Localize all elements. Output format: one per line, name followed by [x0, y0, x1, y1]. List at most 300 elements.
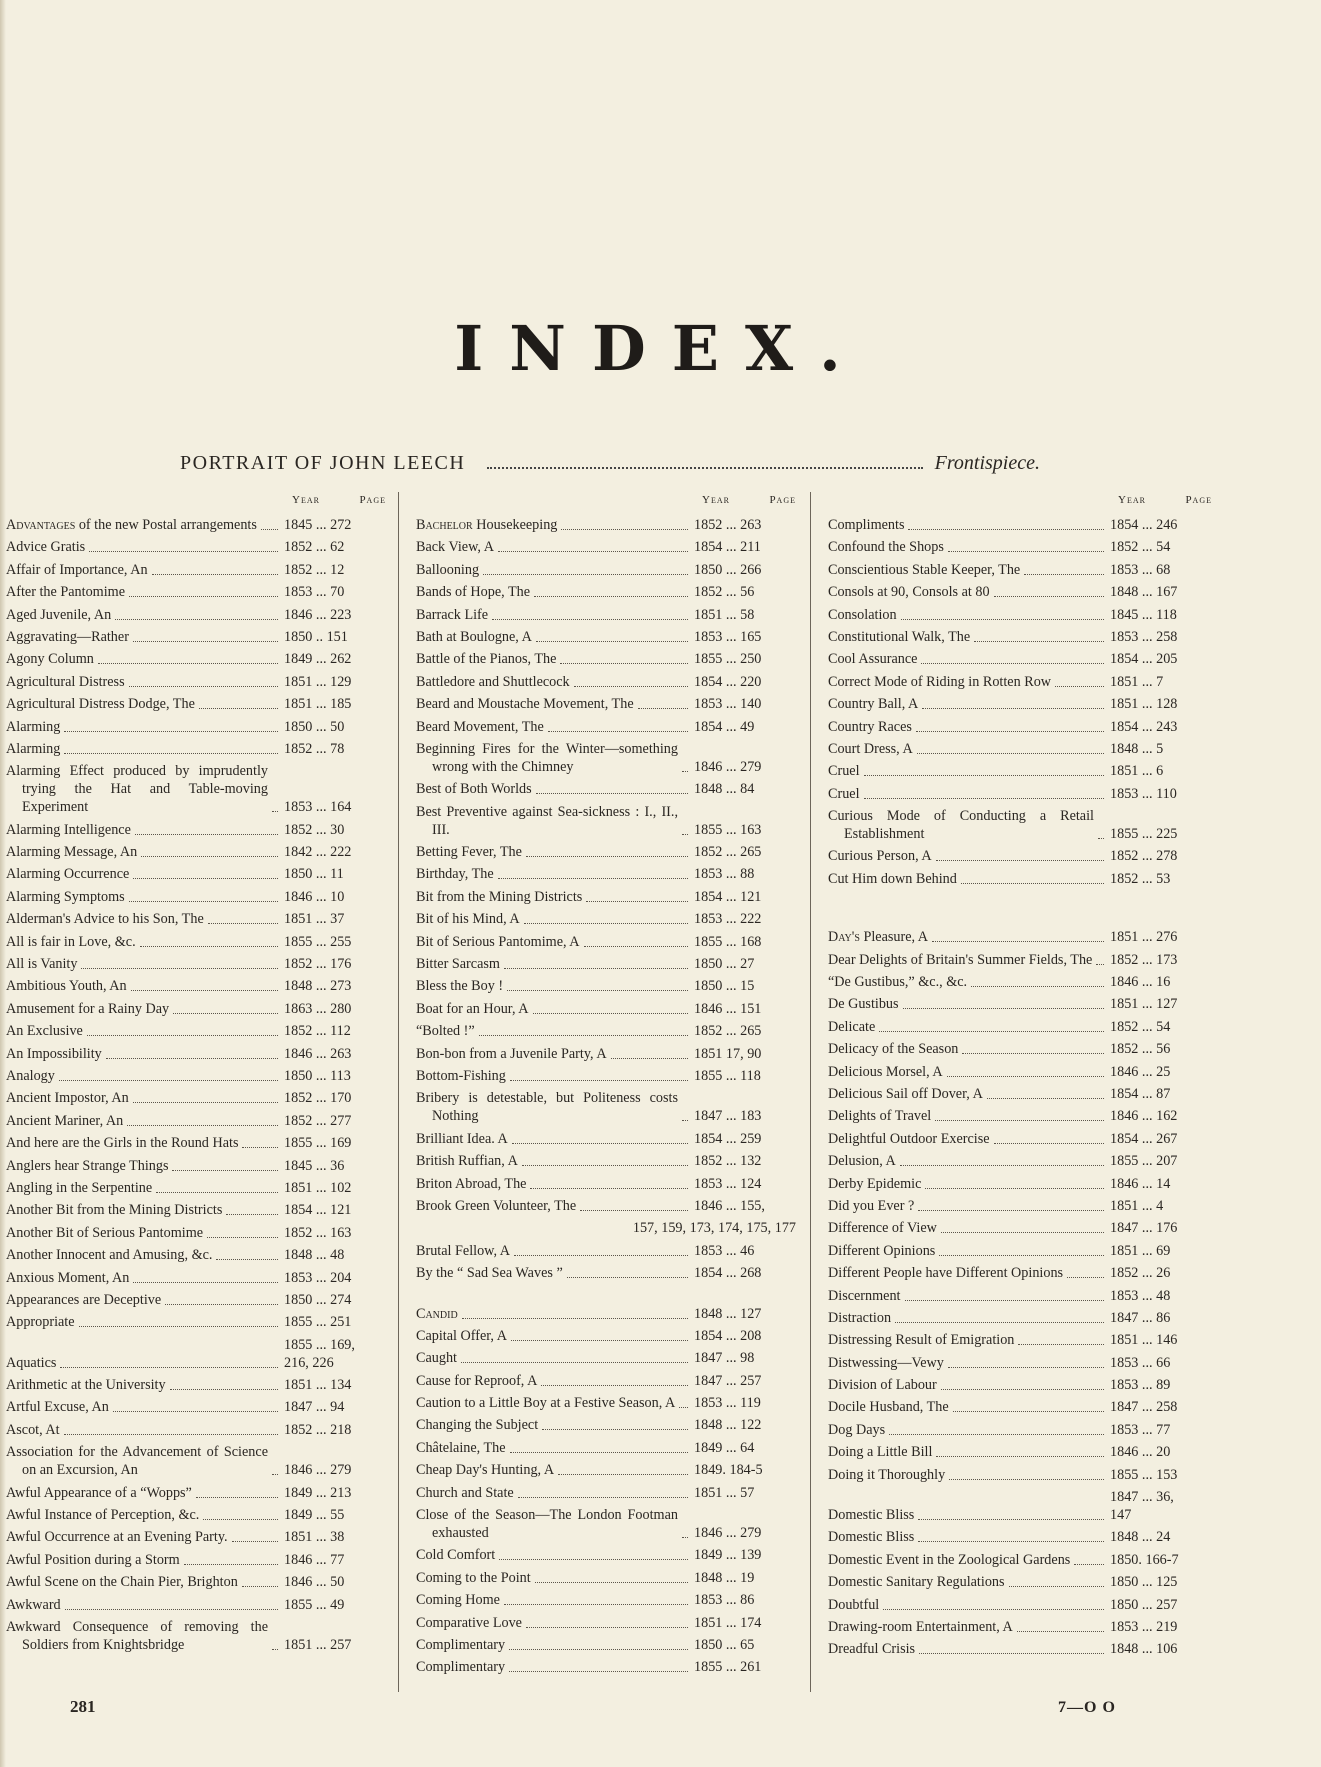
page-title: INDEX.	[454, 312, 867, 385]
leader-dots	[207, 1237, 278, 1238]
entry-title: Conscientious Stable Keeper, The	[828, 561, 1021, 578]
entry-title: Awkward Consequence of removing the Soldiers from Knightsbridge	[6, 1618, 268, 1653]
entry-title: Best of Both Worlds	[416, 781, 532, 798]
leader-dots	[89, 551, 278, 552]
index-entry	[6, 1067, 386, 1085]
entry-year-page: 1853 ... 204	[284, 1269, 352, 1286]
leader-dots	[115, 619, 278, 620]
entry-year-page: 1850 ... 257	[1110, 1596, 1178, 1613]
index-column-2	[416, 494, 796, 1681]
leader-dots	[921, 663, 1104, 664]
entry-title: De Gustibus	[828, 996, 899, 1013]
leader-dots	[208, 923, 278, 924]
index-entry	[6, 1484, 386, 1502]
leader-dots	[509, 1649, 688, 1650]
entry-title: Boat for an Hour, A	[416, 1000, 529, 1017]
entry-title: Alarming Occurrence	[6, 866, 130, 883]
entry-year-page: 1855 ... 169	[284, 1135, 352, 1152]
entry-title: Alarming Intelligence	[6, 821, 131, 838]
index-entry	[828, 740, 1212, 758]
leader-dots	[586, 901, 688, 902]
index-entry	[416, 1506, 796, 1542]
entry-title: Advice Gratis	[6, 539, 86, 556]
entry-title: Alarming	[6, 718, 61, 735]
leader-dots	[64, 753, 278, 754]
index-entry	[6, 1313, 386, 1331]
index-entry	[828, 1443, 1212, 1461]
index-entry	[828, 1466, 1212, 1484]
entry-year-page: 1854 ... 246	[1110, 517, 1178, 533]
entry-year-page: 1854 ... 211	[694, 539, 761, 556]
leader-dots	[483, 574, 688, 575]
leader-dots	[558, 1474, 688, 1475]
leader-dots	[901, 619, 1104, 620]
entry-title: Curious Mode of Conducting a Retail Establishment	[828, 808, 1094, 843]
index-entry	[6, 1000, 386, 1018]
entry-year-page: 1855 ... 250	[694, 651, 762, 668]
entry-title: Appearances are Deceptive	[6, 1291, 162, 1308]
index-entry	[6, 1551, 386, 1569]
entry-title: Beard and Moustache Movement, The	[416, 696, 634, 713]
entry-title: Coming Home	[416, 1592, 500, 1609]
entry-title: Alarming Effect produced by imprudently trying the Hat and Table-moving Experiment	[6, 763, 268, 816]
entry-year-page: 1852 ... 218	[284, 1421, 352, 1438]
leader-dots	[261, 529, 278, 530]
index-entry	[6, 1224, 386, 1242]
entry-title: Awful Occurrence at an Evening Party.	[6, 1529, 228, 1546]
index-entry	[828, 1398, 1212, 1416]
entry-year-page: 1852 ... 176	[284, 956, 352, 973]
leader-dots	[548, 731, 688, 732]
entry-year-page: 1852 ... 53	[1110, 870, 1171, 887]
index-entry	[416, 1327, 796, 1345]
leader-dots	[530, 1188, 688, 1189]
entry-title: Bon-bon from a Juvenile Party, A	[416, 1045, 607, 1062]
entry-year-page: 1848 ... 273	[284, 978, 352, 995]
index-entry	[416, 780, 796, 798]
entry-title: Alderman's Advice to his Son, The	[6, 911, 204, 928]
entry-year-page: 1850 ... 266	[694, 561, 762, 578]
index-entry	[6, 583, 386, 601]
page-header: Page	[359, 494, 386, 506]
entry-title: Delightful Outdoor Exercise	[828, 1130, 990, 1147]
index-entry	[6, 865, 386, 883]
entry-title: Different Opinions	[828, 1242, 936, 1259]
index-entry	[416, 1089, 796, 1125]
entry-title: Delicious Morsel, A	[828, 1063, 943, 1080]
index-entry	[828, 1197, 1212, 1215]
leader-dots	[511, 1340, 688, 1341]
index-entry	[416, 977, 796, 995]
entry-year-page: 1846 ... 10	[284, 888, 345, 905]
leader-dots	[510, 1452, 688, 1453]
index-entry	[416, 1000, 796, 1018]
year-header: Year	[702, 494, 730, 506]
entry-title: Arithmetic at the University	[6, 1377, 166, 1394]
index-entry	[6, 977, 386, 995]
index-entry	[416, 1394, 796, 1412]
entry-year-page: 1848 ... 48	[284, 1247, 345, 1264]
entry-year-page: 1853 ... 222	[694, 911, 762, 928]
index-entry	[416, 1197, 796, 1215]
leader-dots	[216, 1259, 278, 1260]
entry-year-page: 1851 ... 134	[284, 1377, 352, 1394]
leader-dots	[935, 1120, 1104, 1121]
index-entry	[416, 1546, 796, 1564]
entry-year-page: 1863 ... 280	[284, 1000, 352, 1017]
leader-dots	[272, 811, 278, 812]
index-entry	[828, 1085, 1212, 1103]
leader-dots	[948, 551, 1104, 552]
index-entry	[828, 1264, 1212, 1282]
entry-year-page: 1846 ... 151	[694, 1000, 762, 1017]
leader-dots	[1009, 1586, 1104, 1587]
leader-dots	[974, 641, 1104, 642]
leader-dots	[682, 771, 688, 772]
entry-year-page: 1846 ... 77	[284, 1551, 345, 1568]
leader-dots	[987, 1098, 1104, 1099]
leader-dots	[461, 1362, 688, 1363]
leader-dots	[919, 1653, 1104, 1654]
index-entry	[828, 870, 1212, 888]
entry-year-page: 1851 ... 38	[284, 1529, 345, 1546]
entry-year-page: 1852 ... 112	[284, 1023, 351, 1040]
entry-year-page: 1851 ... 57	[694, 1484, 755, 1501]
entry-title: Cut Him down Behind	[828, 870, 957, 887]
leader-dots	[140, 946, 278, 947]
leader-dots	[533, 1013, 688, 1014]
index-entry	[828, 1063, 1212, 1081]
leader-dots	[129, 686, 278, 687]
entry-title: Awkward	[6, 1596, 61, 1613]
index-entry	[828, 847, 1212, 865]
leader-dots	[141, 856, 278, 857]
entry-title: Domestic Bliss	[828, 1507, 915, 1524]
leader-dots	[113, 1411, 278, 1412]
index-entry	[6, 628, 386, 646]
entry-year-page: 1854 ... 205	[1110, 651, 1178, 668]
index-entry	[6, 606, 386, 624]
leader-dots	[561, 529, 688, 530]
entry-title: Ancient Mariner, An	[6, 1112, 124, 1129]
index-entry	[828, 1152, 1212, 1170]
index-entry	[6, 821, 386, 839]
leader-dots	[941, 1232, 1104, 1233]
entry-year-page: 1847 ... 98	[694, 1350, 755, 1367]
entry-title: Ballooning	[416, 561, 480, 578]
index-entry	[416, 933, 796, 951]
entry-year-page: 1851 ... 37	[284, 911, 345, 928]
index-entry	[828, 995, 1212, 1013]
entry-year-page: 1850 ... 50	[284, 718, 345, 735]
entry-title: Analogy	[6, 1067, 55, 1084]
index-entry	[828, 1130, 1212, 1148]
entry-title: Châtelaine, The	[416, 1439, 506, 1456]
index-entry	[6, 910, 386, 928]
entry-title: Advantages of the new Postal arrangements	[6, 517, 257, 533]
entry-year-page: 1848 ... 24	[1110, 1529, 1171, 1546]
entry-year-page: 1850 ... 11	[284, 866, 344, 883]
leader-dots	[994, 596, 1104, 597]
index-entry	[416, 910, 796, 928]
entry-title: Alarming Symptoms	[6, 888, 125, 905]
entry-year-page: 1852 ... 26	[1110, 1265, 1171, 1282]
index-entry	[828, 1354, 1212, 1372]
entry-title: An Exclusive	[6, 1023, 83, 1040]
entry-title: Discernment	[828, 1287, 901, 1304]
leader-dots	[184, 1564, 278, 1565]
entry-title: Comparative Love	[416, 1614, 522, 1631]
entry-year-page: 1851 ... 69	[1110, 1242, 1171, 1259]
entry-title: Artful Excuse, An	[6, 1399, 109, 1416]
section-gap	[828, 892, 1212, 910]
leader-dots	[936, 860, 1104, 861]
entry-title: Bachelor Housekeeping	[416, 517, 558, 533]
leader-dots	[272, 1474, 278, 1475]
entry-title: Country Ball, A	[828, 696, 919, 713]
entry-year-page: 1846 ... 279	[284, 1462, 352, 1479]
entry-year-page: 1846 ... 279	[694, 758, 762, 775]
leader-dots	[962, 1053, 1104, 1054]
entry-title: Close of the Season—The London Footman exhausted	[416, 1507, 678, 1542]
leader-dots	[522, 1165, 688, 1166]
entry-year-page: 1850 ... 15	[694, 978, 755, 995]
entry-title: Bitter Sarcasm	[416, 956, 500, 973]
leader-dots	[1067, 1277, 1104, 1278]
leader-dots	[883, 1609, 1104, 1610]
leader-dots	[535, 1582, 688, 1583]
leader-dots	[518, 1497, 688, 1498]
leader-dots	[536, 793, 688, 794]
entry-year-page: 1852 ... 170	[284, 1090, 352, 1107]
entry-title: Aquatics	[6, 1354, 57, 1371]
entry-title: Division of Labour	[828, 1377, 937, 1394]
entry-title: Barrack Life	[416, 606, 489, 623]
entry-title: Caught	[416, 1350, 457, 1367]
index-entry	[828, 951, 1212, 969]
entry-title: Affair of Importance, An	[6, 561, 148, 578]
index-entry	[416, 650, 796, 668]
leader-dots	[510, 1080, 688, 1081]
entry-year-page: 1853 ... 110	[1110, 785, 1177, 802]
entry-year-page: 1853 ... 88	[694, 866, 755, 883]
entry-title: Court Dress, A	[828, 740, 913, 757]
index-entry	[416, 673, 796, 691]
index-entry	[828, 1596, 1212, 1614]
entry-year-page: 1853 ... 119	[694, 1395, 761, 1412]
entry-title: Another Innocent and Amusing, &c.	[6, 1247, 213, 1264]
entry-year-page: 1851 ... 276	[1110, 929, 1178, 946]
entry-year-page: 1854 ... 267	[1110, 1130, 1178, 1147]
entry-year-page: 1847 ... 94	[284, 1399, 345, 1416]
entry-title: Domestic Event in the Zoological Gardens	[828, 1551, 1071, 1568]
entry-year-page: 1851 ... 185	[284, 696, 352, 713]
entry-year-page: 1851 ... 127	[1110, 996, 1178, 1013]
entry-year-page: 1846 ... 50	[284, 1574, 345, 1591]
entry-title: Consolation	[828, 606, 897, 623]
entry-title: Drawing-room Entertainment, A	[828, 1618, 1013, 1635]
index-entry	[416, 695, 796, 713]
leader-dots	[936, 1456, 1104, 1457]
index-entry	[828, 1040, 1212, 1058]
leader-dots	[504, 1604, 688, 1605]
entry-year-page: 1853 ... 70	[284, 584, 345, 601]
entry-year-page: 1852 ... 263	[694, 517, 762, 533]
entry-title: Caution to a Little Boy at a Festive Season, A	[416, 1395, 676, 1412]
entry-continuation: 157, 159, 173, 174, 175, 177	[632, 1220, 796, 1237]
entry-year-page: 1853 ... 89	[1110, 1377, 1171, 1394]
index-entry	[6, 1157, 386, 1175]
leader-dots	[908, 529, 1104, 530]
leader-dots	[498, 551, 688, 552]
leader-dots	[127, 1125, 278, 1126]
index-entry	[6, 888, 386, 906]
entry-title: Anxious Moment, An	[6, 1269, 130, 1286]
index-entry	[416, 1439, 796, 1457]
leader-dots	[1017, 1631, 1104, 1632]
year-header: Year	[1118, 494, 1146, 506]
leader-dots	[580, 1210, 688, 1211]
leader-dots	[916, 731, 1104, 732]
entry-year-page: 1855 ... 251	[284, 1314, 352, 1331]
leader-dots	[487, 467, 922, 469]
leader-dots	[133, 1102, 278, 1103]
entry-title: Bands of Hope, The	[416, 584, 531, 601]
entry-title: Candid	[416, 1305, 458, 1322]
entry-title: Agony Column	[6, 651, 94, 668]
leader-dots	[133, 1282, 278, 1283]
index-entry	[416, 561, 796, 579]
index-entry	[828, 673, 1212, 691]
entry-title: Changing the Subject	[416, 1417, 539, 1434]
index-entry	[416, 718, 796, 736]
index-entry	[416, 740, 796, 776]
entry-year-page: 1854 ... 121	[284, 1202, 352, 1219]
entry-title: Ascot, At	[6, 1421, 60, 1438]
index-entry	[6, 1528, 386, 1546]
index-entry	[416, 628, 796, 646]
entry-title: Dear Delights of Britain's Summer Fields, The	[828, 951, 1093, 968]
index-entry	[416, 583, 796, 601]
leader-dots	[994, 1143, 1104, 1144]
leader-dots	[462, 1318, 688, 1319]
entry-title: Brook Green Volunteer, The	[416, 1197, 577, 1214]
entry-year-page: 1852 ... 277	[284, 1112, 352, 1129]
index-column-1	[6, 494, 386, 1658]
leader-dots	[232, 1541, 278, 1542]
leader-dots	[638, 708, 688, 709]
leader-dots	[925, 1188, 1104, 1189]
entry-year-page: 1853 ... 140	[694, 696, 762, 713]
index-entry	[828, 516, 1212, 534]
entry-year-page: 1847 ... 257	[694, 1372, 762, 1389]
leader-dots	[682, 1120, 688, 1121]
index-entry	[6, 1291, 386, 1309]
entry-year-page: 1848 ... 5	[1110, 740, 1164, 757]
entry-title: Consols at 90, Consols at 80	[828, 584, 990, 601]
entry-year-page: 1854 ... 208	[694, 1327, 762, 1344]
leader-dots	[203, 1519, 278, 1520]
entry-year-page: 1855 ... 261	[694, 1659, 762, 1676]
entry-year-page: 1853 ... 86	[694, 1592, 755, 1609]
index-entry	[828, 1242, 1212, 1260]
entry-year-page: 1849 ... 213	[284, 1484, 352, 1501]
leader-dots	[199, 708, 278, 709]
entry-year-page: 1846 ... 25	[1110, 1063, 1171, 1080]
entry-year-page: 1853 ... 219	[1110, 1618, 1178, 1635]
index-entry	[828, 1618, 1212, 1636]
entry-title: Domestic Sanitary Regulations	[828, 1574, 1005, 1591]
entry-year-page: 1851 ... 257	[284, 1636, 352, 1653]
index-entry	[828, 718, 1212, 736]
index-entry	[6, 538, 386, 556]
page-header: Page	[769, 494, 796, 506]
leader-dots	[947, 1076, 1104, 1077]
entry-year-page: 1849 ... 139	[694, 1547, 762, 1564]
entry-year-page: 1852 ... 278	[1110, 848, 1178, 865]
entry-year-page: 1855 ... 169, 216, 226	[284, 1336, 355, 1371]
index-entry	[828, 807, 1212, 843]
leader-dots	[541, 1385, 688, 1386]
index-entry	[6, 1398, 386, 1416]
entry-title: Bless the Boy !	[416, 978, 504, 995]
leader-dots	[895, 1322, 1104, 1323]
entry-year-page: 1853 ... 68	[1110, 561, 1171, 578]
column-header	[828, 494, 1212, 510]
leader-dots	[941, 1389, 1104, 1390]
leader-dots	[903, 1008, 1104, 1009]
entry-title: Delicate	[828, 1018, 876, 1035]
index-entry	[6, 718, 386, 736]
entry-title: Delicacy of the Season	[828, 1041, 959, 1058]
index-entry	[828, 1175, 1212, 1193]
index-entry	[416, 1461, 796, 1479]
entry-title: Battledore and Shuttlecock	[416, 673, 570, 690]
entry-title: Awful Instance of Perception, &c.	[6, 1507, 200, 1524]
index-entry	[828, 973, 1212, 991]
index-entry	[416, 606, 796, 624]
entry-year-page: 1853 ... 258	[1110, 628, 1178, 645]
index-entry	[6, 1022, 386, 1040]
entry-year-page: 1855 ... 49	[284, 1596, 345, 1613]
index-entry	[828, 1018, 1212, 1036]
entry-year-page: 1850 ... 274	[284, 1291, 352, 1308]
leader-dots	[682, 834, 688, 835]
entry-title: Agricultural Distress Dodge, The	[6, 696, 195, 713]
index-entry	[416, 1175, 796, 1193]
index-entry	[6, 1421, 386, 1439]
entry-year-page: 1848 ... 122	[694, 1417, 762, 1434]
index-entry	[6, 1573, 386, 1591]
entry-year-page: 1853 ... 165	[694, 628, 762, 645]
entry-title: Country Races	[828, 718, 912, 735]
entry-year-page: 1850 ... 125	[1110, 1574, 1178, 1591]
leader-dots	[949, 1479, 1104, 1480]
entry-year-page: 1855 ... 255	[284, 933, 352, 950]
entry-year-page: 1849. 184-5	[694, 1462, 763, 1479]
entry-year-page: 1854 ... 121	[694, 888, 762, 905]
entry-year-page: 1851 ... 6	[1110, 763, 1164, 780]
index-entry	[828, 1107, 1212, 1125]
leader-dots	[1096, 964, 1104, 965]
leader-dots	[60, 1367, 278, 1368]
entry-title: Bribery is detestable, but Politeness costs Nothing	[416, 1090, 678, 1125]
entry-year-page: 1854 ... 87	[1110, 1085, 1171, 1102]
leader-dots	[1024, 574, 1104, 575]
entry-year-page: 1854 ... 259	[694, 1130, 762, 1147]
index-entry	[416, 1349, 796, 1367]
entry-year-page: 1851 ... 7	[1110, 673, 1164, 690]
